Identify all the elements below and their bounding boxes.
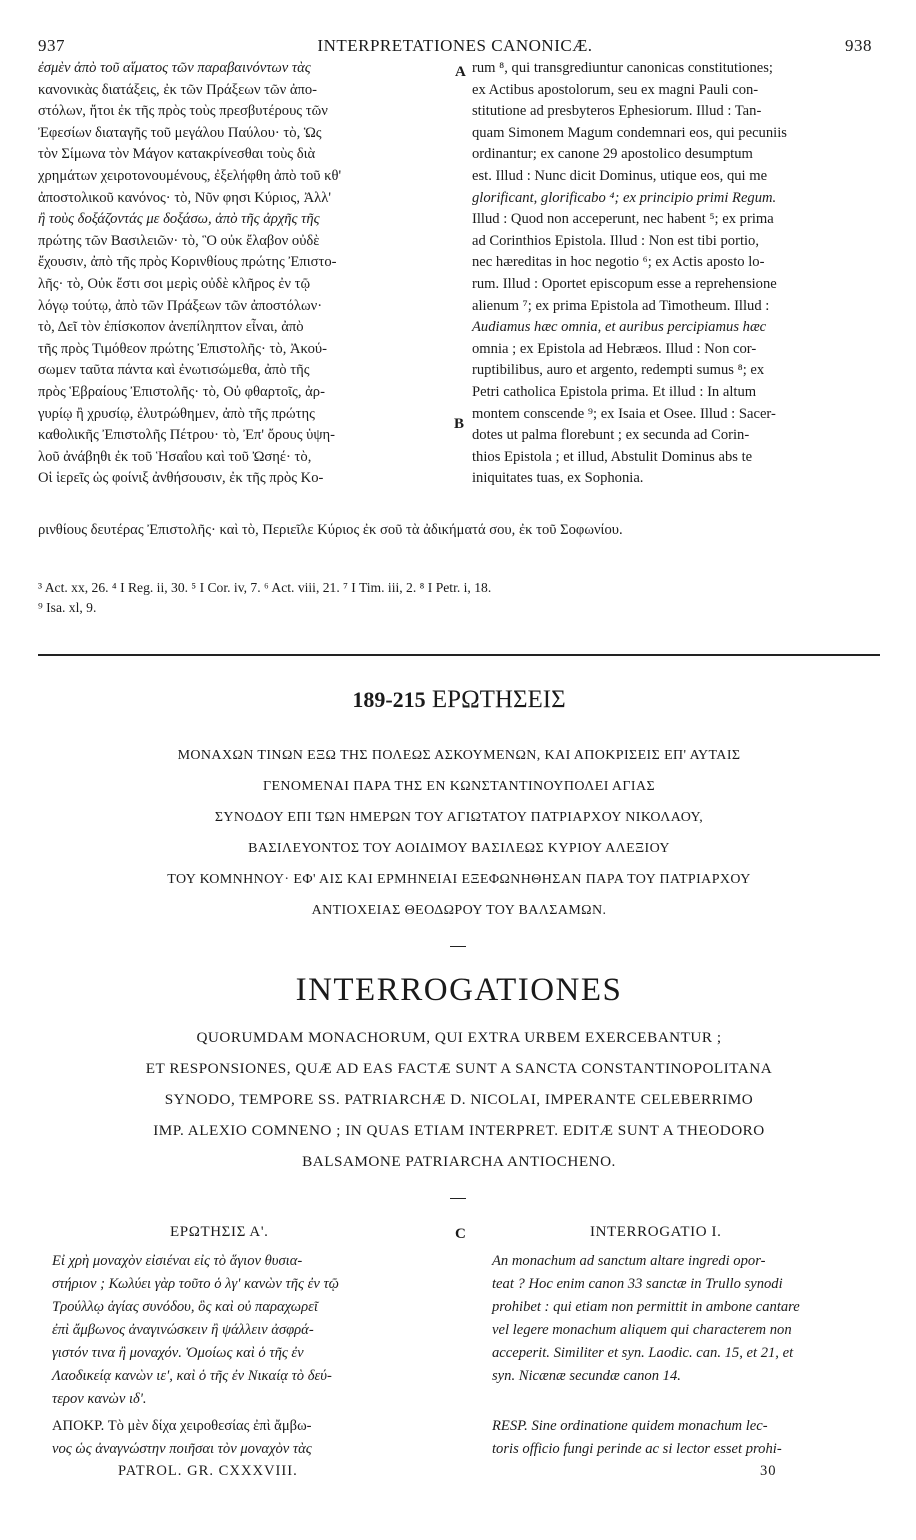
latin-line: teat ? Hoc enim canon 33 sanctæ in Trullo synodi	[492, 1276, 783, 1292]
greek-line: πρὸς Ἑβραίους Ἐπιστολῆς· τὸ, Οὐ φθαρτοῖς, ἀρ-	[38, 383, 325, 400]
latin-question-heading: INTERROGATIO I.	[590, 1224, 722, 1240]
left-page-number: 937	[38, 36, 65, 55]
latin-line: Petri catholica Epistola prima. Et illud : In altum	[472, 383, 757, 400]
latin-line: Audiamus hæc omnia, et auribus percipiamus hæc	[472, 319, 767, 336]
greek-full-width-line	[38, 520, 880, 542]
latin-line: montem conscende ⁹; ex Isaia et Osee. Illud : Sacer-	[472, 405, 776, 422]
greek-line: ἐπὶ ἄμβωνος ἀναγινώσκειν ἢ ψάλλειν ἀσφρά-	[52, 1322, 314, 1338]
latin-title: INTERROGATIONES	[295, 972, 623, 1008]
margin-marker-b: B	[454, 416, 465, 432]
latin-line: dotes ut palma florebunt ; ex secunda ad Corin-	[472, 427, 750, 444]
latin-line: An monachum ad sanctum altare ingredi opor-	[492, 1253, 766, 1269]
greek-question-heading: ΕΡΩΤΗΣΙΣ Α'.	[170, 1224, 269, 1240]
running-title: INTERPRETATIONES CANONICÆ.	[317, 36, 593, 55]
patrologia-signature: PATROL. GR. CXXXVIII.	[118, 1463, 298, 1479]
greek-line: ἀποστολικοῦ κανόνος· τὸ, Νῦν φησι Κύριος, Ἀλλ'	[38, 189, 331, 206]
latin-question-text	[492, 1250, 878, 1461]
greek-subtitle-line: ΤΟΥ ΚΟΜΝΗΝΟΥ· ΕΦ' ΑΙΣ ΚΑΙ ΕΡΜΗΝΕΙΑΙ ΕΞΕΦΩΝΗΘΗΣΑΝ ΠΑΡΑ ΤΟΥ ΠΑΤΡΙΑΡΧΟΥ	[167, 872, 751, 887]
short-divider	[450, 1198, 466, 1199]
greek-question-text	[52, 1250, 456, 1461]
greek-subtitle-line: ΜΟΝΑΧΩΝ ΤΙΝΩΝ ΕΞΩ ΤΗΣ ΠΟΛΕΩΣ ΑΣΚΟΥΜΕΝΩΝ, ΚΑΙ ΑΠΟΚΡΙΣΕΙΣ ΕΠ' ΑΥΤΑΙΣ	[177, 748, 741, 763]
margin-marker-a: A	[455, 64, 466, 80]
greek-line: κανονικὰς διατάξεις, ἐκ τῶν Πράξεων τῶν ἀπο-	[38, 81, 318, 98]
latin-line: Illud : Quod non acceperunt, nec habent ⁵; ex prima	[472, 211, 774, 228]
latin-subtitle-line: SYNODO, TEMPORE SS. PATRIARCHÆ D. NICOLAI, IMPERANTE CELEBERRIMO	[164, 1091, 754, 1108]
latin-column-top	[472, 58, 880, 490]
greek-line: ρινθίους δευτέρας Ἐπιστολῆς· καὶ τὸ, Περιεῖλε Κύριος ἐκ σοῦ τὰ ἀδικήματά σου, ἐκ τοῦ Σοφωνίου.	[38, 522, 623, 538]
latin-subtitle-line: ET RESPONSIONES, QUÆ AD EAS FACTÆ SUNT A SANCTA CONSTANTINOPOLITANA	[145, 1060, 773, 1077]
latin-line: omnia ; ex Epistola ad Hebræos. Illud : Non cor-	[472, 340, 757, 357]
greek-line: τὸ, Δεῖ τὸν ἐπίσκοπον ἀνεπίληπτον εἶναι, ἀπὸ	[38, 319, 304, 336]
latin-line: ordinantur; ex canone 29 apostolico desumptum	[472, 146, 753, 163]
latin-line: vel legere monachum aliquem qui characterem non	[492, 1322, 792, 1338]
greek-line: Οἱ ἱερεῖς ὡς φοίνιξ ἀνθήσουσιν, ἐκ τῆς πρὸς Κο-	[38, 470, 324, 487]
greek-line: στόλων, ἤτοι ἐκ τῆς πρὸς τοὺς πρεσβυτέρους τῶν	[38, 103, 328, 120]
latin-line: prohibet : qui etiam non permittit in ambone cantare	[492, 1299, 800, 1315]
footnote-line: ⁹ Isa. xl, 9.	[38, 600, 97, 615]
short-divider	[450, 946, 466, 947]
latin-line: glorificant, glorificabo ⁴; ex principio primi Regum.	[472, 189, 777, 206]
greek-line: σωμεν ταῦτα πάντα καὶ ἐνωτισώμεθα, ἀπὸ τῆς	[38, 362, 310, 379]
greek-answer-line: νος ὡς ἀναγνώστην ποιῆσαι τὸν μοναχὸν τὰς	[52, 1441, 312, 1457]
greek-line: λόγῳ τούτῳ, ἀπὸ τῶν Πράξεων τῶν ἀποστόλων·	[38, 297, 323, 314]
latin-line: ruptibilibus, auro et argento, redempti sumus ⁸; ex	[472, 362, 765, 379]
latin-subtitle-line: BALSAMONE PATRIARCHA ANTIOCHENO.	[302, 1153, 616, 1170]
greek-line: πρώτης τῶν Βασιλειῶν· τὸ, Ὃ οὐκ ἔλαβον οὐδὲ	[38, 232, 320, 249]
greek-column-top	[38, 58, 456, 490]
section-number: 189-215	[352, 687, 426, 712]
greek-line: στήριον ; Κωλύει γὰρ τοῦτο ὁ λγ' κανὼν τῆς ἐν τῷ	[52, 1276, 339, 1292]
latin-answer-line: RESP. Sine ordinatione quidem monachum lec-	[492, 1418, 768, 1434]
greek-subtitle-line: ΒΑΣΙΛΕΥΟΝΤΟΣ ΤΟΥ ΑΟΙΔΙΜΟΥ ΒΑΣΙΛΕΩΣ ΚΥΡΙΟΥ ΑΛΕΞΙΟΥ	[248, 841, 670, 856]
right-page-number: 938	[845, 36, 872, 55]
latin-line: nec hæreditas in hoc negotio ⁶; ex Actis aposto lo-	[472, 254, 765, 271]
running-header	[38, 36, 872, 56]
latin-line: quam Simonem Magum condemnari eos, qui pecuniis	[472, 124, 787, 141]
greek-line: ἐσμὲν ἀπὸ τοῦ αἵματος τῶν παραβαινόντων τὰς	[38, 60, 311, 76]
latin-subtitle-line: QUORUMDAM MONACHORUM, QUI EXTRA URBEM EXERCEBANTUR ;	[196, 1029, 722, 1046]
greek-subtitle-block	[38, 740, 880, 926]
greek-line: τὸν Σίμωνα τὸν Μάγον κατακρίνεσθαι τοὺς διὰ	[38, 146, 316, 163]
latin-answer-line: toris officio fungi perinde ac si lector esset prohi-	[492, 1441, 782, 1457]
greek-line: γυρίῳ ἢ χρυσίῳ, ἐλυτρώθημεν, ἀπὸ τῆς πρώτης	[38, 405, 315, 422]
greek-line: Εἰ χρὴ μοναχὸν εἰσιέναι εἰς τὸ ἅγιον θυσια-	[52, 1253, 303, 1269]
greek-subtitle-line: ΣΥΝΟΔΟΥ ΕΠΙ ΤΩΝ ΗΜΕΡΩΝ ΤΟΥ ΑΓΙΩΤΑΤΟΥ ΠΑΤΡΙΑΡΧΟΥ ΝΙΚΟΛΑΟΥ,	[214, 810, 704, 825]
latin-line: stitutione ad presbyteros Ephesiorum. Illud : Tan-	[472, 103, 762, 120]
greek-line: λῆς· τὸ, Οὐκ ἔστι σοι μερὶς οὐδὲ κλῆρος ἐν τῷ	[38, 275, 311, 292]
greek-line: τῆς πρὸς Τιμόθεον πρώτης Ἐπιστολῆς· τὸ, Ἀκού-	[38, 340, 327, 357]
section-greek-title	[38, 686, 880, 714]
latin-line: acceperit. Similiter et syn. Laodic. can. 15, et 21, et	[492, 1345, 794, 1361]
latin-subtitle-block	[38, 1022, 880, 1177]
greek-answer-line: ΑΠΟΚΡ. Τὸ μὲν δίχα χειροθεσίας ἐπὶ ἄμβω-	[52, 1418, 312, 1434]
footnotes	[38, 578, 880, 618]
margin-marker-c: C	[455, 1226, 466, 1242]
latin-line: rum. Illud : Oportet episcopum esse a reprehensione	[472, 275, 777, 292]
latin-subtitle-line: IMP. ALEXIO COMNENO ; IN QUAS ETIAM INTERPRET. EDITÆ SUNT A THEODORO	[153, 1122, 765, 1139]
greek-title: ΕΡΩΤΗΣΕΙΣ	[431, 686, 566, 713]
latin-line: ex Actibus apostolorum, seu ex magni Pauli con-	[472, 81, 759, 98]
greek-line: χρημάτων χειροτονουμένους, ἐξελήφθη ἀπὸ τοῦ κθ'	[38, 167, 342, 184]
greek-line: τερον κανὼν ιδ'.	[52, 1391, 147, 1407]
greek-line: Τρούλλῳ ἁγίας συνόδου, ὃς καὶ οὐ παραχωρεῖ	[52, 1299, 318, 1315]
latin-line: alienum ⁷; ex prima Epistola ad Timotheum. Illud :	[472, 297, 770, 314]
greek-line: Ἐφεσίων διαταγῆς τοῦ μεγάλου Παύλου· τὸ, Ὡς	[38, 124, 322, 141]
section-divider	[38, 654, 880, 656]
latin-line: iniquitates tuas, ex Sophonia.	[472, 470, 644, 487]
sheet-number: 30	[760, 1463, 777, 1479]
greek-subtitle-line: ΑΝΤΙΟΧΕΙΑΣ ΘΕΟΔΩΡΟΥ ΤΟΥ ΒΑΛΣΑΜΩΝ.	[311, 903, 607, 918]
greek-line: καθολικῆς Ἐπιστολῆς Πέτρου· τὸ, Ἐπ' ὄρους ὑψη-	[38, 427, 336, 444]
latin-line: rum ⁸, qui transgrediuntur canonicas constitutiones;	[472, 60, 773, 76]
latin-line: est. Illud : Nunc dicit Dominus, utique eos, qui me	[472, 167, 768, 184]
greek-subtitle-line: ΓΕΝΟΜΕΝΑΙ ΠΑΡΑ ΤΗΣ ΕΝ ΚΩΝΣΤΑΝΤΙΝΟΥΠΟΛΕΙ ΑΓΙΑΣ	[262, 779, 656, 794]
greek-line: Λαοδικείᾳ κανὼν ιε', καὶ ὁ τῆς ἐν Νικαίᾳ τὸ δεύ-	[52, 1368, 332, 1384]
greek-line: ἔχουσιν, ἀπὸ τῆς πρὸς Κορινθίους πρώτης Ἐπιστο-	[38, 254, 337, 271]
latin-line: syn. Nicænæ secundæ canon 14.	[492, 1368, 681, 1384]
greek-line: λοῦ ἀνάβηθι ἐκ τοῦ Ἡσαΐου καὶ τοῦ Ὠσηέ· τὸ,	[38, 448, 312, 465]
latin-line: thios Epistola ; et illud, Abstulit Dominus abs te	[472, 448, 753, 465]
latin-line: ad Corinthios Epistola. Illud : Non est tibi portio,	[472, 232, 759, 249]
greek-line: ἢ τοὺς δοξάζοντάς με δοξάσω, ἀπὸ τῆς ἀρχῆς τῆς	[38, 211, 320, 228]
footnote-line: ³ Act. xx, 26. ⁴ I Reg. ii, 30. ⁵ I Cor. iv, 7. ⁶ Act. viii, 21. ⁷ I Tim. iii, 2. ⁸ I Petr. i, 18.	[38, 580, 492, 595]
greek-line: γιστόν τινα ἢ μοναχόν. Ὁμοίως καὶ ὁ τῆς ἐν	[52, 1345, 304, 1361]
